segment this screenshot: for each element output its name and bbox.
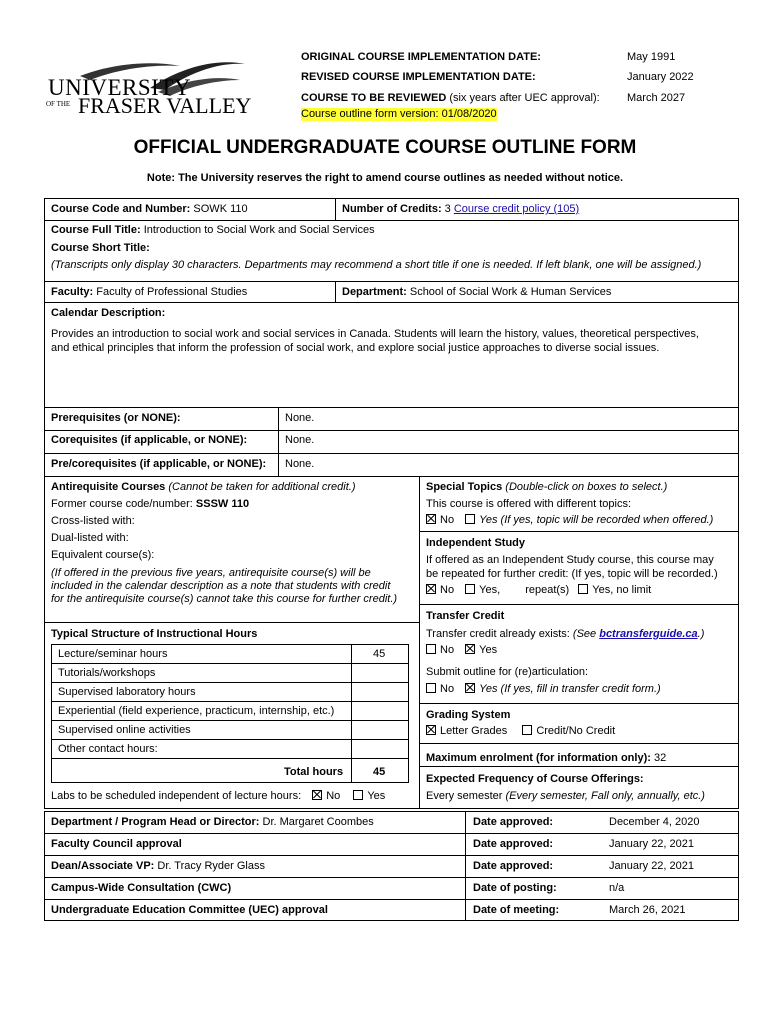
coreq-label: Corequisites (if applicable, or NONE): — [51, 434, 248, 446]
antireq-note-3: for the antirequisite course(s) cannot take this course for further credit.) — [51, 593, 398, 605]
antireq-note: (Cannot be taken for additional credit.) — [165, 481, 356, 493]
orig-impl-value: May 1991 — [627, 51, 676, 63]
special-topics-options — [426, 514, 713, 527]
approval-date: January 22, 2021 — [609, 860, 695, 872]
antireq-note-2: included in the calendar description as a note that students with credit — [51, 580, 391, 592]
precoreq-value: None. — [285, 458, 315, 470]
letter-grades: Letter Grades — [440, 725, 508, 737]
hours-label: Typical Structure of Instructional Hours — [51, 628, 258, 640]
special-topics-no-checkbox[interactable] — [426, 514, 436, 524]
hours-row-label: Lecture/seminar hours — [58, 648, 168, 660]
amend-note: Note: The University reserves the right to amend course outlines as needed without notice. — [146, 172, 624, 184]
course-code — [51, 203, 248, 216]
cross-listed: Cross-listed with: — [51, 515, 135, 527]
submit-yes: Yes (If yes, fill in transfer credit form.) — [479, 683, 661, 695]
former-code — [51, 498, 249, 511]
transfer-no-checkbox[interactable] — [426, 644, 436, 654]
independent-nolimit: Yes, no limit — [592, 584, 652, 596]
logo-university: UNIVERSITY — [48, 75, 191, 100]
frequency-value: Every semester — [426, 790, 506, 802]
full-title-value: Introduction to Social Work and Social Services — [140, 224, 375, 236]
hours-row-label: Supervised online activities — [58, 724, 191, 736]
review-value: March 2027 — [627, 92, 686, 104]
total-hours-value: 45 — [373, 766, 386, 778]
approval-row-label — [51, 882, 231, 895]
submit-outline: Submit outline for (re)articulation: — [426, 666, 589, 678]
special-topics-note: (Double-click on boxes to select.) — [502, 481, 668, 493]
labs-yes-checkbox[interactable] — [353, 790, 363, 800]
independent-yes-checkbox[interactable] — [465, 584, 475, 594]
approval-label: Dean/Associate VP: — [51, 860, 155, 872]
antireq-heading — [51, 481, 355, 494]
special-topics-line: This course is offered with different topics: — [426, 498, 632, 510]
approval-name: Dr. Margaret Coombes — [259, 816, 374, 828]
independent-no: No — [440, 584, 455, 596]
labs-no-label: No — [326, 790, 341, 802]
dual-listed: Dual-listed with: — [51, 532, 129, 544]
credit-policy-link[interactable]: Course credit policy (105) — [453, 203, 580, 215]
independent-line-1: If offered as an Independent Study course, this course may — [426, 554, 714, 566]
enrolment-label: Maximum enrolment (for information only): — [426, 752, 651, 764]
credits — [342, 203, 579, 216]
grading-label: Grading System — [426, 709, 511, 721]
credit-no-credit: Credit/No Credit — [536, 725, 616, 737]
hours-row-label: Experiential (field experience, practicum, internship, etc.) — [58, 705, 335, 717]
revised-impl-label: REVISED COURSE IMPLEMENTATION DATE: — [301, 71, 536, 83]
approval-date: n/a — [609, 882, 625, 894]
antireq-note-1: (If offered in the previous five years, antirequisite course(s) will be — [51, 567, 371, 579]
transfer-exists-prefix: Transfer credit already exists: — [426, 628, 573, 640]
transfer-note-open: (See — [572, 628, 600, 640]
letter-grades-checkbox[interactable] — [426, 725, 436, 735]
transfer-exists — [426, 628, 704, 641]
hours-row-label: Supervised laboratory hours — [58, 686, 196, 698]
approval-date-label: Date of meeting: — [473, 904, 560, 916]
special-topics-yes: Yes (If yes, topic will be recorded when offered.) — [479, 514, 714, 526]
special-topics-no: No — [440, 514, 455, 526]
transfer-note-close: .) — [697, 628, 705, 640]
course-code-value: SOWK 110 — [190, 203, 248, 215]
frequency — [426, 790, 705, 803]
independent-no-checkbox[interactable] — [426, 584, 436, 594]
approval-row-label — [51, 904, 328, 917]
submit-outline-options — [426, 683, 661, 696]
independent-options — [426, 584, 651, 597]
review-note: (six years after UEC approval): — [446, 92, 600, 104]
course-code-label: Course Code and Number: — [51, 203, 191, 215]
max-enrolment — [426, 752, 666, 765]
independent-label: Independent Study — [426, 537, 525, 549]
hours-row-label: Other contact hours: — [58, 743, 158, 755]
approval-date-label: Date approved: — [473, 816, 554, 828]
credits-label: Number of Credits: — [342, 203, 442, 215]
credit-no-credit-checkbox[interactable] — [522, 725, 532, 735]
independent-nolimit-checkbox[interactable] — [578, 584, 588, 594]
calendar-line-2: and ethical principles that inform the profession of social work, and explore social justice approaches to diverse social issues. — [51, 342, 660, 354]
independent-yes: Yes, — [479, 584, 501, 596]
grading-options — [426, 725, 615, 738]
enrolment-value: 32 — [650, 752, 667, 764]
special-topics-heading — [426, 481, 667, 494]
full-title — [51, 224, 375, 237]
approval-date-label: Date approved: — [473, 860, 554, 872]
bctransferguide-link[interactable]: bctransferguide.ca — [599, 628, 698, 640]
transfer-label: Transfer Credit — [426, 610, 505, 622]
approval-label: Undergraduate Education Committee (UEC) approval — [51, 904, 328, 916]
frequency-label: Expected Frequency of Course Offerings: — [426, 773, 644, 785]
revised-impl-value: January 2022 — [627, 71, 694, 83]
form-version: Course outline form version: 01/08/2020 — [301, 108, 497, 120]
transfer-yes-checkbox[interactable] — [465, 644, 475, 654]
precoreq-label: Pre/corequisites (if applicable, or NONE): — [51, 458, 267, 470]
department — [342, 286, 611, 299]
university-logo — [40, 50, 250, 130]
independent-repeats: repeat(s) — [525, 584, 570, 596]
hours-row-label: Tutorials/workshops — [58, 667, 156, 679]
frequency-note: (Every semester, Fall only, annually, etc.) — [505, 790, 705, 802]
submit-no-checkbox[interactable] — [426, 683, 436, 693]
labs-yes-label: Yes — [367, 790, 386, 802]
submit-no: No — [440, 683, 455, 695]
approval-date-label: Date of posting: — [473, 882, 557, 894]
department-value: School of Social Work & Human Services — [406, 286, 612, 298]
hours-row-value[interactable]: 45 — [373, 648, 386, 660]
former-code-label: Former course code/number: — [51, 498, 196, 510]
labs-no-checkbox[interactable] — [312, 790, 322, 800]
approval-name: Dr. Tracy Ryder Glass — [154, 860, 265, 872]
transfer-exists-options — [426, 644, 497, 657]
department-label: Department: — [342, 286, 407, 298]
independent-line-2: be repeated for further credit: (If yes, topic will be recorded.) — [426, 568, 718, 580]
approval-date: January 22, 2021 — [609, 838, 695, 850]
approval-label: Faculty Council approval — [51, 838, 182, 850]
logo-of-the: OF THE — [46, 100, 71, 108]
faculty-value: Faculty of Professional Studies — [93, 286, 248, 298]
faculty-label: Faculty: — [51, 286, 94, 298]
transfer-yes: Yes — [479, 644, 498, 656]
coreq-value: None. — [285, 434, 315, 446]
calendar-label: Calendar Description: — [51, 307, 166, 319]
orig-impl-label: ORIGINAL COURSE IMPLEMENTATION DATE: — [301, 51, 541, 63]
review-line — [301, 92, 600, 105]
total-hours-label: Total hours — [284, 766, 344, 778]
submit-yes-checkbox[interactable] — [465, 683, 475, 693]
short-title-note: (Transcripts only display 30 characters. Departments may recommend a short title if one is needed. If left blank, one will be assigned.) — [51, 259, 702, 271]
calendar-line-1: Provides an introduction to social work and social services in Canada. Students will learn the history, values, theoretical perspectives, — [51, 328, 699, 340]
prereq-label: Prerequisites (or NONE): — [51, 412, 181, 424]
review-label: COURSE TO BE REVIEWED — [301, 92, 447, 104]
approval-date-label: Date approved: — [473, 838, 554, 850]
antireq-label: Antirequisite Courses — [51, 481, 166, 493]
page-title: OFFICIAL UNDERGRADUATE COURSE OUTLINE FORM — [133, 137, 637, 158]
approval-date: December 4, 2020 — [609, 816, 700, 828]
transfer-no: No — [440, 644, 455, 656]
short-title-label: Course Short Title: — [51, 242, 150, 254]
prereq-value: None. — [285, 412, 315, 424]
approval-row-label — [51, 816, 374, 829]
approval-label: Department / Program Head or Director: — [51, 816, 260, 828]
labs-row — [51, 790, 385, 803]
full-title-label: Course Full Title: — [51, 224, 141, 236]
approval-date: March 26, 2021 — [609, 904, 686, 916]
equivalent-courses: Equivalent course(s): — [51, 549, 155, 561]
approval-label: Campus-Wide Consultation (CWC) — [51, 882, 232, 894]
approval-row-label — [51, 860, 265, 873]
faculty — [51, 286, 247, 299]
logo-fraser-valley: FRASER VALLEY — [78, 93, 252, 118]
approval-row-label — [51, 838, 182, 851]
labs-label: Labs to be scheduled independent of lecture hours: — [51, 790, 302, 802]
special-topics-yes-checkbox[interactable] — [465, 514, 475, 524]
special-topics-label: Special Topics — [426, 481, 503, 493]
credits-value: 3 — [441, 203, 454, 215]
former-code-value: SSSW 110 — [195, 498, 250, 510]
